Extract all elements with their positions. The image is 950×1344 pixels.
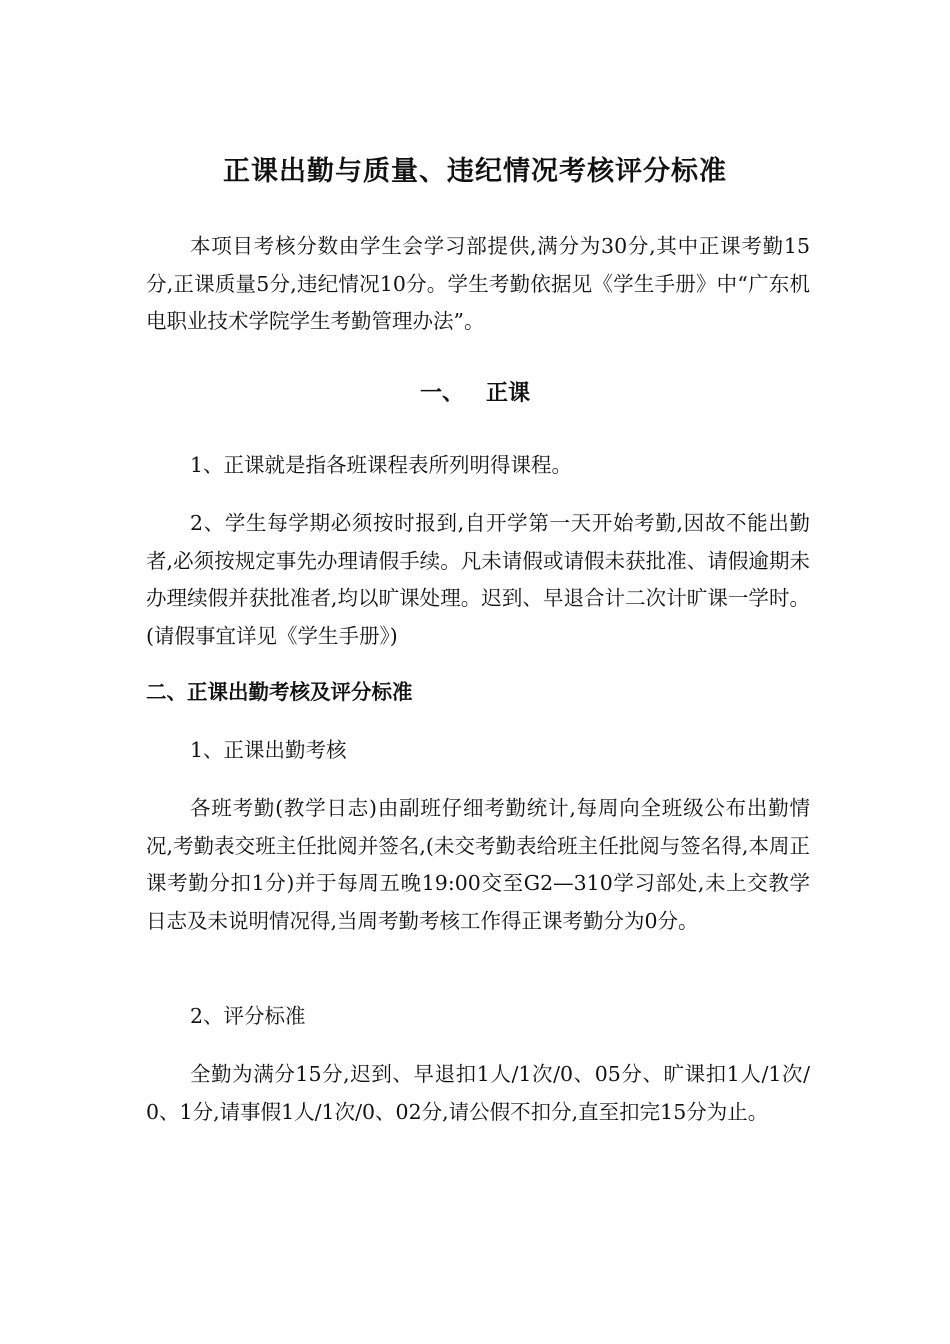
- section-2-subheading-2: 2、评分标准: [190, 1004, 306, 1028]
- intro-paragraph: 本项目考核分数由学生会学习部提供,满分为30分,其中正课考勤15分,正课质量5分,违纪情况10分。学生考勤依据见《学生手册》中“广东机电职业技术学院学生考勤管理办法”。: [146, 234, 810, 333]
- section-1-title: 正课: [486, 380, 531, 406]
- document-title: 正课出勤与质量、违纪情况考核评分标准: [223, 156, 727, 187]
- section-1-item-1: 1、正课就是指各班课程表所列明得课程。: [190, 453, 573, 477]
- section-1-item-2: 2、学生每学期必须按时报到,自开学第一天开始考勤,因故不能出勤者,必须按规定事先办理请假手续。凡未请假或请假未获批准、请假逾期未办理续假并获批准者,均以旷课处理。迟到、早退合计二次计旷课一学时。(请假事宜详见《学生手册》): [146, 511, 810, 648]
- section-2-sub2-body: 全勤为满分15分,迟到、早退扣1人/1次/0、05分、旷课扣1人/1次/0、1分,请事假1人/1次/0、02分,请公假不扣分,直至扣完15分为止。: [146, 1062, 810, 1124]
- section-2-sub1-body: 各班考勤(教学日志)由副班仔细考勤统计,每周向全班级公布出勤情况,考勤表交班主任批阅并签名,(未交考勤表给班主任批阅与签名得,本周正课考勤分扣1分)并于每周五晚19:00交至G2—310学习部处,未上交教学日志及未说明情况得,当周考勤考核工作得正课考勤分为0分。: [146, 796, 810, 933]
- section-2-heading: 二、正课出勤考核及评分标准: [146, 680, 413, 704]
- section-2-subheading-1: 1、正课出勤考核: [190, 738, 347, 762]
- section-1-heading: [0, 373, 950, 413]
- section-1-number: 一、: [419, 380, 464, 406]
